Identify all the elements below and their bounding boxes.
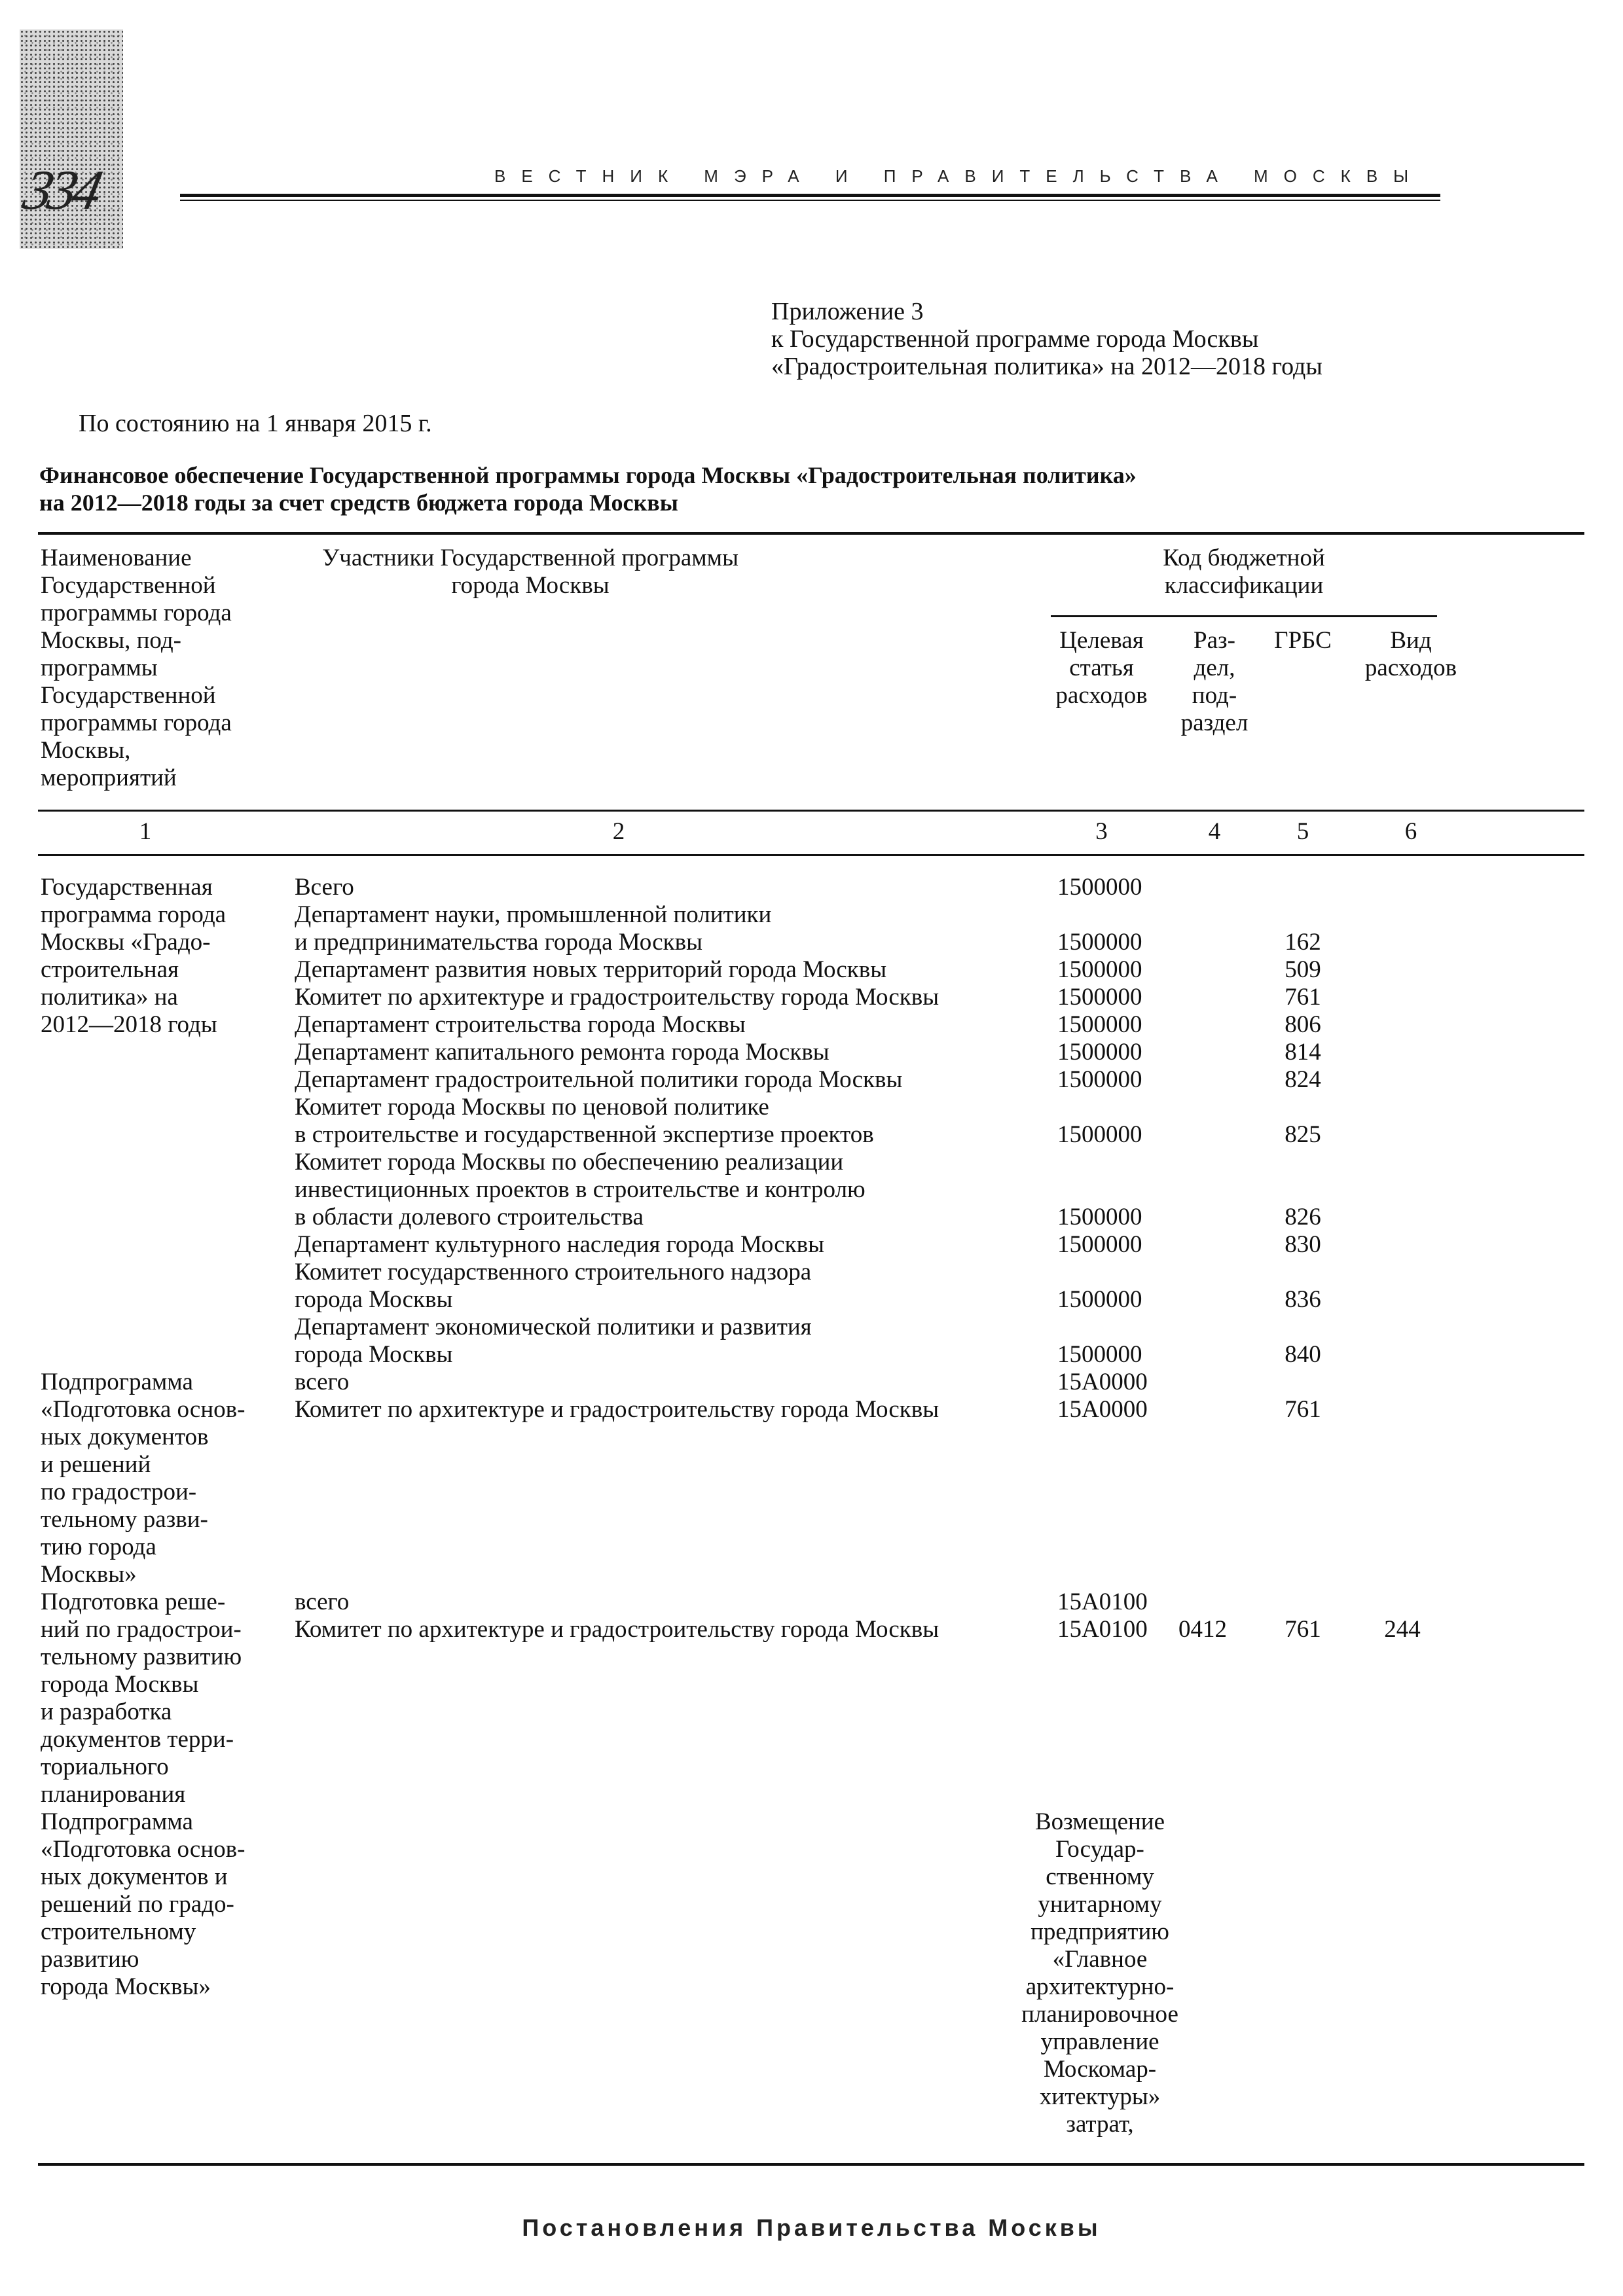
note-text: Государ- xyxy=(1055,1836,1144,1863)
participant-name: Департамент культурного наследия города Москвы xyxy=(295,1231,824,1258)
section-code: 0412 xyxy=(1178,1616,1227,1643)
participant-name: и предпринимательства города Москвы xyxy=(295,929,702,956)
grbs-code: 509 xyxy=(1285,956,1321,983)
target-code: 1500000 xyxy=(1057,1204,1142,1230)
header-col-grbs: ГРБС xyxy=(1274,627,1332,654)
target-code: 15А0000 xyxy=(1057,1396,1148,1423)
column-number: 2 xyxy=(612,818,625,845)
row-name: программа города xyxy=(41,901,227,928)
row-name: строительная xyxy=(41,956,179,983)
document-title xyxy=(39,461,1137,516)
row-name: по градострои- xyxy=(41,1479,197,1505)
target-code: 15А0000 xyxy=(1057,1369,1148,1395)
row-name: тельному разви- xyxy=(41,1506,208,1533)
row-name: ных документов и xyxy=(41,1863,228,1890)
row-name: города Москвы» xyxy=(41,1973,211,2000)
header-col-name: программы города xyxy=(41,600,232,626)
header-col-name: мероприятий xyxy=(41,764,177,791)
header-col-section: под- xyxy=(1192,682,1237,709)
row-name: решений по градо- xyxy=(41,1891,234,1918)
participant-name: Комитет по архитектуре и градостроительству города Москвы xyxy=(295,984,939,1011)
column-number: 6 xyxy=(1404,818,1417,845)
grbs-code: 826 xyxy=(1285,1204,1321,1230)
target-code: 15А0100 xyxy=(1057,1616,1148,1643)
row-name: «Подготовка основ- xyxy=(41,1836,246,1863)
row-name: и разработка xyxy=(41,1698,172,1725)
row-name: и решений xyxy=(41,1451,151,1478)
note-text: предприятию xyxy=(1030,1918,1169,1945)
participant-name: всего xyxy=(295,1588,350,1615)
target-code: 1500000 xyxy=(1057,984,1142,1011)
header-col-participants: города Москвы xyxy=(451,572,610,599)
note-text: хитектуры» xyxy=(1039,2083,1161,2110)
title-line: Финансовое обеспечение Государственной программы города Москвы «Градостроительная политика» xyxy=(39,462,1137,488)
header-col-name: программы города xyxy=(41,709,232,736)
participant-name: Департамент экономической политики и развития xyxy=(295,1314,812,1340)
target-code: 1500000 xyxy=(1057,1121,1142,1148)
row-name: Подготовка реше- xyxy=(41,1588,226,1615)
participant-name: Комитет по архитектуре и градостроительству города Москвы xyxy=(295,1396,939,1423)
row-name: ний по градострои- xyxy=(41,1616,242,1643)
journal-title: ВЕСТНИК МЭРА И ПРАВИТЕЛЬСТВА МОСКВЫ xyxy=(494,166,1425,186)
appendix-note xyxy=(771,298,1322,380)
grbs-code: 761 xyxy=(1285,984,1321,1011)
row-name: развитию xyxy=(41,1946,139,1973)
row-name: Москвы» xyxy=(41,1561,137,1588)
grbs-code: 814 xyxy=(1285,1039,1321,1066)
page-number: 334 xyxy=(18,158,105,221)
header-col-expense-type: Вид xyxy=(1390,627,1432,654)
row-name: Подпрограмма xyxy=(41,1369,193,1395)
participant-name: Комитет города Москвы по ценовой политике xyxy=(295,1094,769,1121)
row-name: тельному развитию xyxy=(41,1643,242,1670)
grbs-code: 824 xyxy=(1285,1066,1321,1093)
participant-name: Комитет города Москвы по обеспечению реализации xyxy=(295,1149,844,1175)
target-code: 15А0100 xyxy=(1057,1588,1148,1615)
header-col-name: Москвы, xyxy=(41,737,131,764)
target-code: 1500000 xyxy=(1057,874,1142,901)
row-name: Государственная xyxy=(41,874,213,901)
target-code: 1500000 xyxy=(1057,1231,1142,1258)
row-name: ных документов xyxy=(41,1424,209,1450)
header-col-name: программы xyxy=(41,655,158,681)
header-col-name: Государственной xyxy=(41,572,216,599)
participant-name: Всего xyxy=(295,874,354,901)
footer-section-title: Постановления Правительства Москвы xyxy=(522,2214,1101,2241)
participant-name: Департамент развития новых территорий города Москвы xyxy=(295,956,887,983)
target-code: 1500000 xyxy=(1057,1039,1142,1066)
column-number: 4 xyxy=(1208,818,1221,845)
participant-name: инвестиционных проектов в строительстве и контролю xyxy=(295,1176,866,1203)
target-code: 1500000 xyxy=(1057,1286,1142,1313)
note-text: «Главное xyxy=(1052,1946,1148,1973)
row-name: ториального xyxy=(41,1753,169,1780)
row-name: политика» на xyxy=(41,984,178,1011)
note-text: планировочное xyxy=(1021,2001,1178,2028)
header-col-section: раздел xyxy=(1180,709,1249,736)
row-name: Москвы «Градо- xyxy=(41,929,211,956)
header-budget-code: классификации xyxy=(1164,572,1324,599)
column-number: 1 xyxy=(139,818,152,845)
target-code: 1500000 xyxy=(1057,1341,1142,1368)
header-col-expense-type: расходов xyxy=(1364,655,1457,681)
header-bottom-rule xyxy=(38,810,1584,812)
participant-name: всего xyxy=(295,1369,350,1395)
note-text: унитарному xyxy=(1038,1891,1162,1918)
note-text: ственному xyxy=(1046,1863,1154,1890)
appendix-line: к Государственной программе города Москвы xyxy=(771,325,1259,353)
header-rule-thin xyxy=(180,200,1440,201)
column-number: 5 xyxy=(1296,818,1309,845)
row-name: Подпрограмма xyxy=(41,1808,193,1835)
header-col-target: Целевая xyxy=(1059,627,1144,654)
note-text: архитектурно- xyxy=(1025,1973,1175,2000)
header-col-participants: Участники Государственной программы xyxy=(322,545,739,571)
target-code: 1500000 xyxy=(1057,956,1142,983)
grbs-code: 806 xyxy=(1285,1011,1321,1038)
target-code: 1500000 xyxy=(1057,1011,1142,1038)
header-col-section: дел, xyxy=(1194,655,1235,681)
header-group-rule xyxy=(1051,615,1437,617)
grbs-code: 162 xyxy=(1285,929,1321,956)
row-name: 2012—2018 годы xyxy=(41,1011,217,1038)
grbs-code: 761 xyxy=(1285,1616,1321,1643)
table-top-rule xyxy=(38,532,1584,535)
note-text: Возмещение xyxy=(1034,1808,1165,1835)
expense-type-code: 244 xyxy=(1384,1616,1421,1643)
header-col-name: Москвы, под- xyxy=(41,627,182,654)
grbs-code: 840 xyxy=(1285,1341,1321,1368)
participant-name: Комитет по архитектуре и градостроительству города Москвы xyxy=(295,1616,939,1643)
note-text: управление xyxy=(1040,2028,1159,2055)
row-name: тию города xyxy=(41,1534,156,1560)
participant-name: в области долевого строительства xyxy=(295,1204,644,1230)
grbs-code: 825 xyxy=(1285,1121,1321,1148)
target-code: 1500000 xyxy=(1057,929,1142,956)
header-budget-code: Код бюджетной xyxy=(1163,545,1325,571)
row-name: документов терри- xyxy=(41,1726,234,1753)
appendix-line: Приложение 3 xyxy=(771,298,924,325)
as-of-date: По состоянию на 1 января 2015 г. xyxy=(79,410,432,437)
grbs-code: 836 xyxy=(1285,1286,1321,1313)
note-text: затрат, xyxy=(1066,2111,1134,2138)
table-bottom-rule xyxy=(38,2163,1584,2166)
header-col-target: статья xyxy=(1069,655,1134,681)
header-col-name: Наименование xyxy=(41,545,192,571)
grbs-code: 830 xyxy=(1285,1231,1321,1258)
title-line: на 2012—2018 годы за счет средств бюджета города Москвы xyxy=(39,490,678,516)
column-number: 3 xyxy=(1095,818,1108,845)
note-text: Москомар- xyxy=(1043,2056,1157,2083)
participant-name: Департамент строительства города Москвы xyxy=(295,1011,746,1038)
participant-name: города Москвы xyxy=(295,1341,453,1368)
row-name: планирования xyxy=(41,1781,186,1808)
header-col-target: расходов xyxy=(1055,682,1148,709)
row-name: строительному xyxy=(41,1918,196,1945)
header-col-name: Государственной xyxy=(41,682,216,709)
participant-name: Департамент науки, промышленной политики xyxy=(295,901,772,928)
participant-name: Комитет государственного строительного надзора xyxy=(295,1259,812,1285)
participant-name: в строительстве и государственной экспертизе проектов xyxy=(295,1121,874,1148)
row-name: «Подготовка основ- xyxy=(41,1396,246,1423)
participant-name: города Москвы xyxy=(295,1286,453,1313)
row-name: города Москвы xyxy=(41,1671,199,1698)
target-code: 1500000 xyxy=(1057,1066,1142,1093)
header-rule xyxy=(180,194,1440,197)
header-col-section: Раз- xyxy=(1194,627,1235,654)
column-number-rule xyxy=(38,854,1584,856)
appendix-line: «Градостроительная политика» на 2012—2018 годы xyxy=(771,353,1322,380)
participant-name: Департамент градостроительной политики города Москвы xyxy=(295,1066,903,1093)
participant-name: Департамент капитального ремонта города Москвы xyxy=(295,1039,830,1066)
grbs-code: 761 xyxy=(1285,1396,1321,1423)
